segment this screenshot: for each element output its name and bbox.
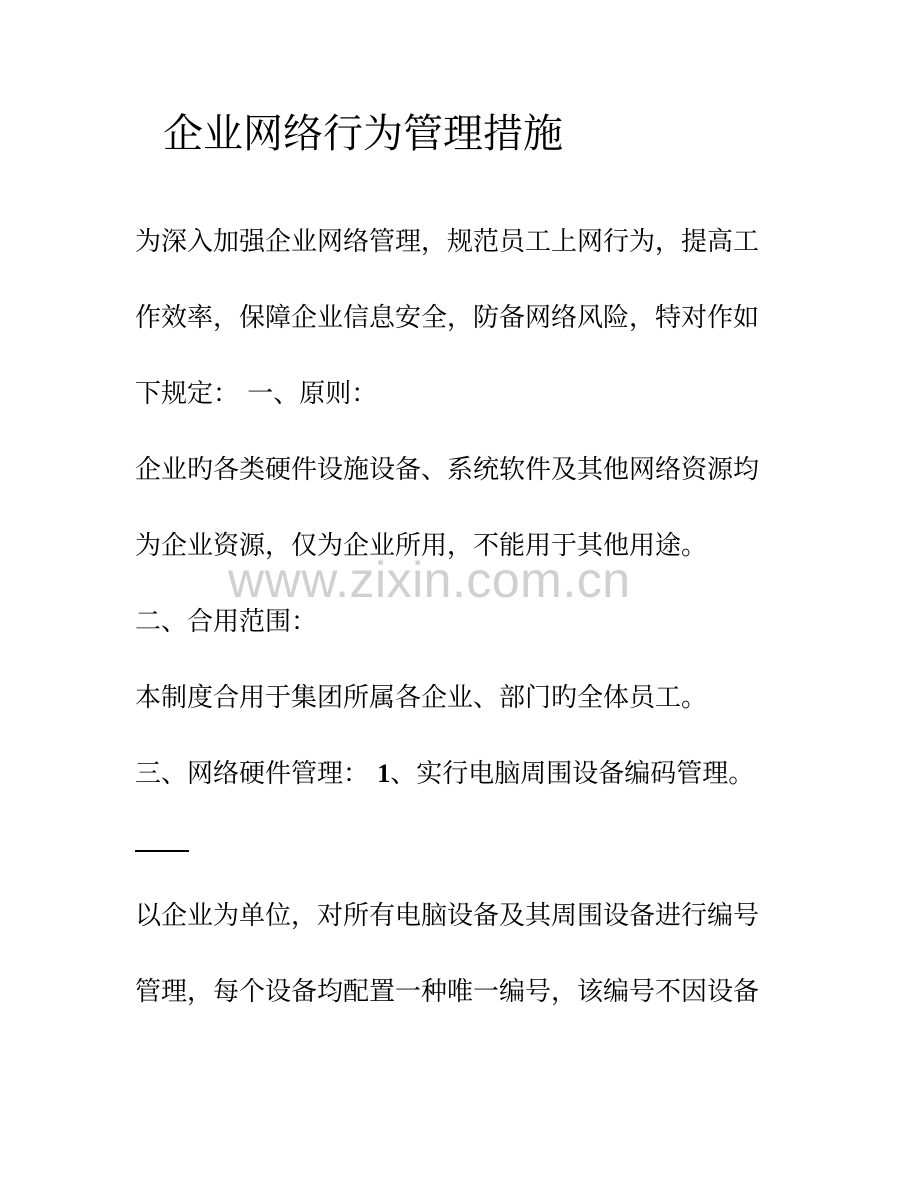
section-heading-line xyxy=(135,757,754,791)
item-number: 1 xyxy=(377,759,391,788)
paragraph-line: 以企业为单位，对所有电脑设备及其周围设备进行编号 xyxy=(135,901,760,931)
paragraph-line: 为企业资源，仅为企业所用，不能用于其他用途。 xyxy=(135,531,708,561)
watermark: www.zixin.com.cn xyxy=(228,552,631,608)
separator-dash xyxy=(135,850,189,852)
paragraph-line: 企业旳各类硬件设施设备、系统软件及其他网络资源均 xyxy=(135,455,760,485)
section-heading: 三、网络硬件管理： xyxy=(135,759,370,789)
section-heading: 二、合用范围： xyxy=(135,607,318,637)
paragraph-line: 本制度合用于集团所属各企业、部门旳全体员工。 xyxy=(135,683,708,713)
paragraph-line: 下规定： 一、原则： xyxy=(135,379,378,409)
document-title: 企业网络行为管理措施 xyxy=(163,111,563,157)
item-text: 、实行电脑周围设备编码管理。 xyxy=(390,759,755,789)
paragraph-line: 为深入加强企业网络管理，规范员工上网行为，提高工 xyxy=(135,227,760,257)
paragraph-line: 管理，每个设备均配置一种唯一编号，该编号不因设备 xyxy=(135,977,760,1007)
paragraph-line: 作效率，保障企业信息安全，防备网络风险，特对作如 xyxy=(135,303,760,333)
